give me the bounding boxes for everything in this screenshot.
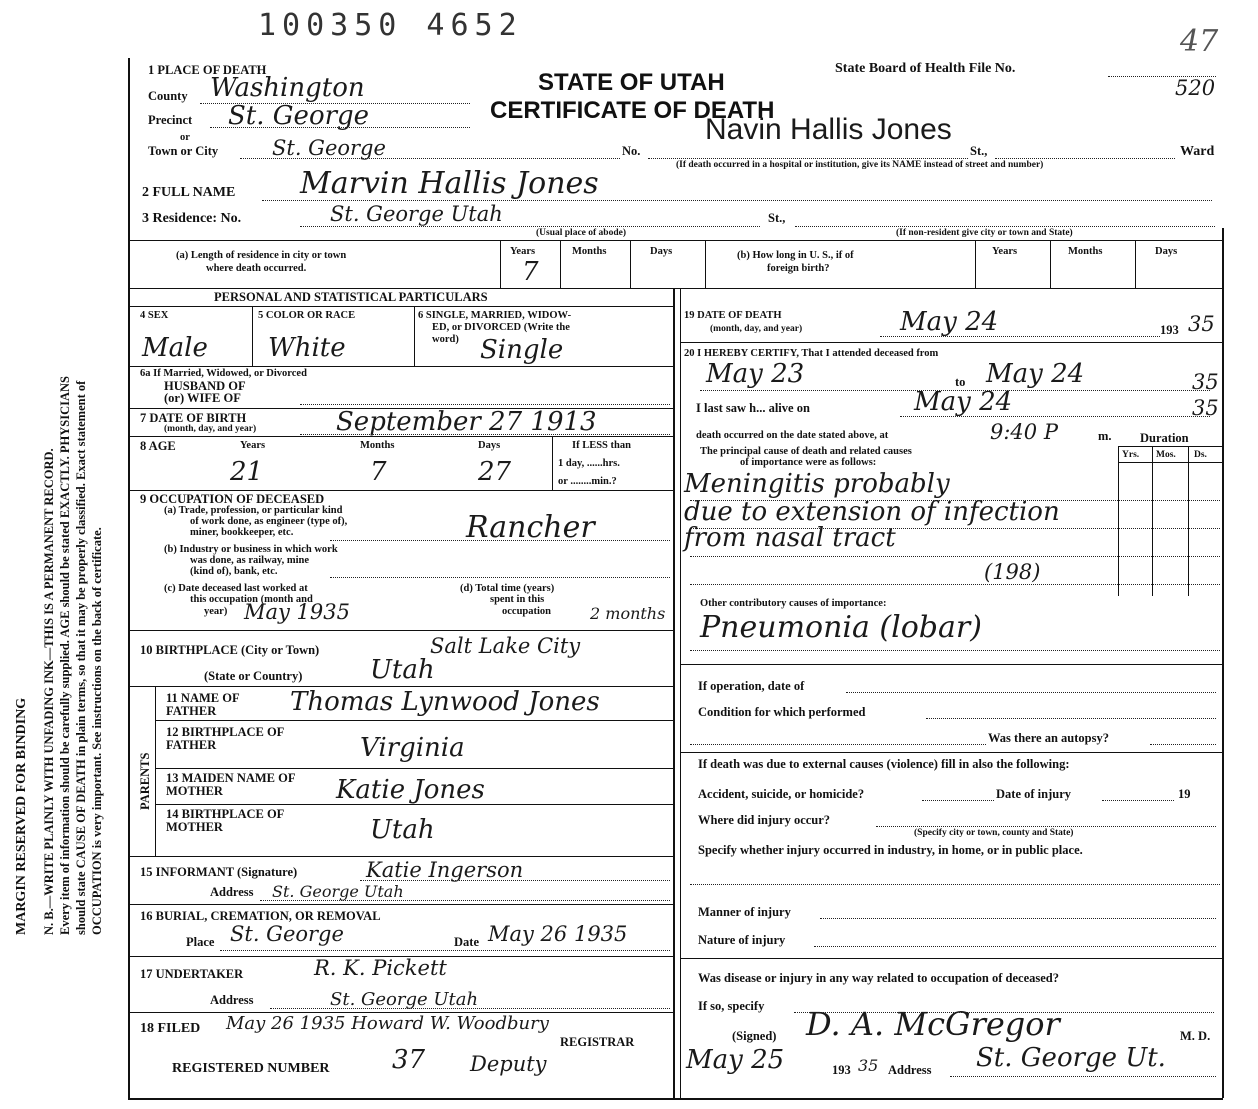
nonresident-note: (If non-resident give city or town and State) [896, 228, 1073, 238]
condition-label: Condition for which performed [698, 705, 866, 719]
md-label: M. D. [1180, 1029, 1211, 1043]
cause-line-3: from nasal tract [684, 523, 896, 553]
file-no-value: 520 [1175, 76, 1216, 100]
sign-address-label: Address [888, 1063, 932, 1077]
occ-c2: this occupation (month and [190, 594, 313, 605]
dob-label: 7 DATE OF BIRTH [140, 411, 247, 425]
yrs-label: Yrs. [1122, 450, 1140, 460]
occ-a3: miner, bookkeeper, etc. [190, 527, 294, 538]
burial-date-value: May 26 1935 [488, 922, 628, 946]
age-months-value: 7 [370, 457, 387, 487]
usual-place-note: (Usual place of abode) [536, 228, 626, 238]
occ-b1: (b) Industry or business in which work [164, 544, 338, 555]
single-married-label: 6 SINGLE, MARRIED, WIDOW- [418, 310, 572, 321]
occ-a2: of work done, as engineer (type of), [190, 516, 348, 527]
deputy-value: Deputy [470, 1052, 547, 1076]
last-saw-value: May 24 [914, 387, 1013, 417]
occupation-value: Rancher [466, 510, 595, 545]
autopsy-label: Was there an autopsy? [988, 731, 1109, 745]
if-so-label: If so, specify [698, 999, 765, 1013]
sex-value: Male [142, 333, 208, 363]
residence-value: St. George Utah [330, 202, 503, 226]
us-months-label: Months [1068, 246, 1103, 257]
age-years-label: Years [240, 440, 266, 451]
to-year-value: 35 [1192, 370, 1219, 394]
date-injury-label: Date of injury [996, 787, 1071, 801]
how-long-us-label: (b) How long in U. S., if of [737, 250, 854, 261]
no-label: No. [622, 144, 641, 158]
from-date-value: May 23 [706, 359, 805, 389]
informant-value: Katie Ingerson [366, 858, 524, 882]
registered-number-value: 37 [392, 1045, 426, 1075]
disease-related-label: Was disease or injury in any way related to occupation of deceased? [698, 971, 1059, 985]
father-bp-label: 12 BIRTHPLACE OF FATHER [166, 725, 284, 752]
or-min-label: or ........min.? [558, 476, 617, 487]
divorced-label: ED, or DIVORCED (Write the [432, 322, 570, 333]
occ-c3: year) [204, 606, 228, 617]
mother-value: Katie Jones [336, 775, 485, 805]
us-days-label: Days [1155, 246, 1178, 257]
county-label: County [148, 89, 188, 103]
sex-label: 4 SEX [140, 310, 169, 321]
town-label: Town or City [148, 144, 219, 158]
accident-label: Accident, suicide, or homicide? [698, 787, 865, 801]
one-day-label: 1 day, ......hrs. [558, 458, 620, 469]
occ-c1: (c) Date deceased last worked at [164, 583, 308, 594]
filed-value: May 26 1935 Howard W. Woodbury [226, 1013, 549, 1034]
informant-address-label: Address [210, 885, 254, 899]
precinct-value: St. George [228, 101, 370, 131]
age-days-value: 27 [478, 457, 512, 487]
father-value: Thomas Lynwood Jones [290, 687, 600, 717]
last-saw-label: I last saw h... alive on [696, 401, 810, 415]
typed-name: Navin Hallis Jones [705, 113, 952, 146]
sign-year-prefix: 193 [832, 1063, 851, 1077]
occ-d1: (d) Total time (years) [460, 583, 555, 594]
res-years-value: 7 [522, 257, 539, 287]
death-date-mdy: (month, day, and year) [710, 324, 803, 334]
full-name-label: 2 FULL NAME [142, 185, 236, 200]
mother-bp-value: Utah [370, 815, 435, 845]
certify-label: 20 I HEREBY CERTIFY, That I attended deceased from [684, 348, 939, 359]
length-residence-label: (a) Length of residence in city or town [176, 250, 347, 261]
st-label: St., [970, 144, 988, 158]
informant-label: 15 INFORMANT (Signature) [140, 865, 298, 879]
death-occurred-label: death occurred on the date stated above, at [696, 430, 889, 441]
operation-label: If operation, date of [698, 679, 805, 693]
cause-line-1: Meningitis probably [684, 469, 950, 499]
registered-number-label: REGISTERED NUMBER [172, 1061, 330, 1076]
signer-value: D. A. McGregor [806, 1005, 1060, 1043]
death-year-prefix: 193 [1160, 323, 1179, 337]
undertaker-value: R. K. Pickett [314, 956, 447, 980]
hospital-note: (If death occurred in a hospital or institution, give its NAME instead of street and number) [676, 160, 1044, 170]
importance-label: of importance were as follows: [740, 457, 877, 468]
cause-line-2: due to extension of infection [684, 497, 1060, 527]
father-bp-value: Virginia [360, 733, 465, 763]
full-name-value: Marvin Hallis Jones [300, 166, 599, 201]
external-label: If death was due to external causes (violence) fill in also the following: [698, 757, 1070, 771]
age-years-value: 21 [230, 457, 264, 487]
specify-industry-label: Specify whether injury occurred in industry, in home, or in public place. [698, 843, 1083, 857]
mother-maiden-label: 13 MAIDEN NAME OF MOTHER [166, 771, 296, 798]
injury-year-prefix: 19 [1178, 787, 1191, 801]
age-months-label: Months [360, 440, 395, 451]
where-death-label: where death occurred. [206, 263, 307, 274]
dob-mdy-label: (month, day, and year) [164, 424, 257, 434]
husband-of-label: HUSBAND OF [164, 379, 246, 393]
manner-label: Manner of injury [698, 905, 791, 919]
burial-place-label: Place [186, 935, 215, 949]
page-mark: 47 [1180, 24, 1219, 59]
res-days-label: Days [650, 246, 673, 257]
dob-value: September 27 1913 [336, 407, 597, 437]
informant-address-value: St. George Utah [272, 882, 404, 901]
margin-line-3: should state CAUSE OF DEATH in plain terms, so that it may be properly classified. Exact statement of [74, 380, 88, 935]
undertaker-address-value: St. George Utah [330, 989, 479, 1010]
if-married-label: 6a If Married, Widowed, or Divorced [140, 368, 307, 379]
state-country-label: (State or Country) [204, 669, 303, 683]
town-value: St. George [272, 136, 386, 160]
sign-address-value: St. George Ut. [976, 1043, 1166, 1073]
nature-label: Nature of injury [698, 933, 786, 947]
margin-line-1: N. B.—WRITE PLAINLY WITH UNFADING INK—THIS IS A PERMANENT RECORD. [42, 448, 56, 935]
margin-line-2: Every item of information should be carefully supplied. AGE should be stated EXACTLY. PHYSICIANS [58, 376, 72, 935]
place-of-death-label: 1 PLACE OF DEATH [148, 63, 267, 77]
occ-b3: (kind of), bank, etc. [190, 566, 278, 577]
color-value: White [268, 333, 346, 363]
burial-label: 16 BURIAL, CREMATION, OR REMOVAL [140, 909, 381, 923]
word-label: word) [432, 334, 459, 345]
birthplace-label: 10 BIRTHPLACE (City or Town) [140, 643, 320, 657]
marital-value: Single [480, 335, 564, 365]
certificate-title: CERTIFICATE OF DEATH [490, 97, 775, 124]
undertaker-label: 17 UNDERTAKER [140, 967, 244, 981]
total-time-value: 2 months [590, 604, 666, 623]
last-saw-year-value: 35 [1192, 396, 1219, 420]
margin-title: MARGIN RESERVED FOR BINDING [14, 697, 29, 935]
specify-city-note: (Specify city or town, county and State) [914, 828, 1074, 838]
undertaker-address-label: Address [210, 993, 254, 1007]
ds-label: Ds. [1194, 450, 1207, 460]
duration-label: Duration [1140, 431, 1189, 445]
residence-label: 3 Residence: No. [142, 211, 242, 226]
file-no-label: State Board of Health File No. [835, 61, 1016, 76]
to-date-value: May 24 [986, 359, 1085, 389]
father-name-label: 11 NAME OF FATHER [166, 691, 240, 718]
occ-a1: (a) Trade, profession, or particular kind [164, 505, 343, 516]
wife-of-label: (or) WIFE OF [164, 391, 241, 405]
mother-bp-label: 14 BIRTHPLACE OF MOTHER [166, 807, 284, 834]
res-years-label: Years [510, 246, 536, 257]
occ-b2: was done, as railway, mine [190, 555, 310, 566]
registrar-label: REGISTRAR [560, 1035, 635, 1049]
if-less-label: If LESS than [572, 440, 631, 451]
us-years-label: Years [992, 246, 1018, 257]
ward-label: Ward [1180, 144, 1215, 159]
age-days-label: Days [478, 440, 501, 451]
signed-label: (Signed) [732, 1029, 777, 1043]
burial-place-value: St. George [230, 922, 344, 946]
color-race-label: 5 COLOR OR RACE [258, 310, 356, 321]
contributory-label: Other contributory causes of importance: [700, 598, 887, 609]
last-worked-value: May 1935 [244, 600, 351, 624]
residence-st-label: St., [768, 211, 786, 225]
filed-label: 18 FILED [140, 1021, 201, 1036]
principal-cause-label: The principal cause of death and related causes [700, 446, 912, 457]
state-title: STATE OF UTAH [538, 69, 725, 96]
where-injury-label: Where did injury occur? [698, 813, 831, 827]
margin-line-4: OCCUPATION is very important. See instructions on the back of certificate. [90, 527, 104, 935]
death-year-value: 35 [1188, 312, 1215, 336]
to-label: to [955, 375, 966, 389]
occupation-label: 9 OCCUPATION OF DECEASED [140, 492, 325, 506]
time-value: 9:40 P [990, 420, 1058, 444]
occ-d3: occupation [502, 606, 552, 617]
res-months-label: Months [572, 246, 607, 257]
death-date-label: 19 DATE OF DEATH [684, 310, 782, 321]
contributory-value: Pneumonia (lobar) [700, 610, 982, 645]
sign-year-value: 35 [858, 1056, 879, 1075]
burial-date-label: Date [454, 935, 479, 949]
cause-code: (198) [984, 560, 1041, 584]
sign-date-value: May 25 [686, 1045, 785, 1075]
death-date-value: May 24 [900, 307, 999, 337]
personal-header: PERSONAL AND STATISTICAL PARTICULARS [214, 290, 488, 304]
precinct-label: Precinct [148, 113, 193, 127]
parents-label: PARENTS [138, 752, 152, 810]
m-label: m. [1098, 429, 1112, 443]
foreign-birth-label: foreign birth? [767, 263, 830, 274]
county-value: Washington [210, 73, 365, 103]
certificate-serial: 100350 4652 [258, 8, 523, 43]
mos-label: Mos. [1156, 450, 1176, 460]
age-label: 8 AGE [140, 439, 176, 453]
birthplace-state-value: Utah [370, 655, 435, 685]
or-label: or [180, 132, 190, 143]
birthplace-city-value: Salt Lake City [430, 634, 581, 658]
occ-d2: spent in this [490, 594, 545, 605]
